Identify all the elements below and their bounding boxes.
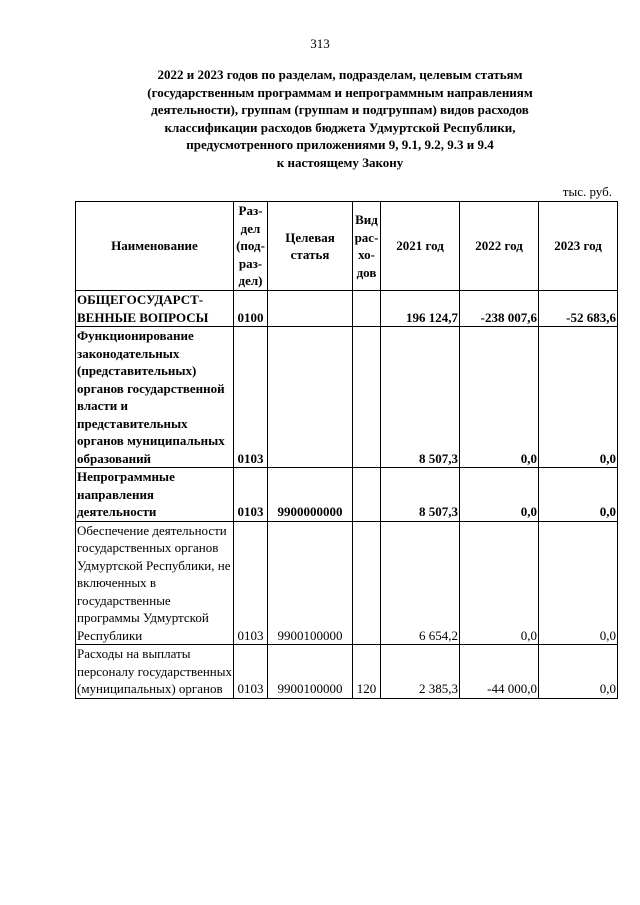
row-vid (353, 521, 381, 645)
row-vid: 120 (353, 645, 381, 699)
row-2022: 0,0 (460, 468, 539, 522)
row-2023: 0,0 (539, 521, 618, 645)
row-vid (353, 327, 381, 468)
row-razdel: 0103 (234, 645, 268, 699)
row-celevaya (268, 327, 353, 468)
row-2021: 8 507,3 (381, 327, 460, 468)
header-vid: Вид рас-хо-дов (353, 202, 381, 291)
table-row (76, 327, 618, 468)
row-name: ОБЩЕГОСУДАРСТ-ВЕННЫЕ ВОПРОСЫ (76, 291, 234, 327)
row-celevaya: 9900000000 (268, 468, 353, 522)
row-celevaya: 9900100000 (268, 521, 353, 645)
row-2021: 8 507,3 (381, 468, 460, 522)
row-2022: -44 000,0 (460, 645, 539, 699)
row-2023: -52 683,6 (539, 291, 618, 327)
title-line: деятельности), группам (группам и подгруппам) видов расходов (151, 102, 529, 117)
table-row (76, 521, 618, 645)
row-2021: 6 654,2 (381, 521, 460, 645)
row-name: Непрограммные направления деятельности (76, 468, 234, 522)
row-2021: 2 385,3 (381, 645, 460, 699)
header-2021: 2021 год (381, 202, 460, 291)
row-vid (353, 468, 381, 522)
header-2023: 2023 год (539, 202, 618, 291)
document-title (60, 66, 620, 171)
row-razdel: 0103 (234, 468, 268, 522)
table-row (76, 645, 618, 699)
table-row (76, 468, 618, 522)
title-line: предусмотренного приложениями 9, 9.1, 9.2, 9.3 и 9.4 (186, 137, 494, 152)
header-name: Наименование (76, 202, 234, 291)
table-row (76, 291, 618, 327)
row-name: Обеспечение деятельности государственных органов Удмуртской Республики, не включенных в государственные программы Удмуртской Республики (76, 521, 234, 645)
row-celevaya (268, 291, 353, 327)
header-2022: 2022 год (460, 202, 539, 291)
title-line: 2022 и 2023 годов по разделам, подразделам, целевым статьям (157, 67, 523, 82)
row-razdel: 0100 (234, 291, 268, 327)
page-number: 313 (310, 36, 330, 51)
title-line: к настоящему Закону (276, 154, 404, 170)
row-celevaya: 9900100000 (268, 645, 353, 699)
row-2023: 0,0 (539, 327, 618, 468)
row-2023: 0,0 (539, 468, 618, 522)
row-vid (353, 291, 381, 327)
row-razdel: 0103 (234, 521, 268, 645)
budget-table (75, 201, 618, 699)
row-name: Функционирование законодательных (представительных) органов государственной власти и представительных органов муниципальных образований (76, 327, 234, 468)
row-2022: 0,0 (460, 327, 539, 468)
header-celevaya: Целевая статья (268, 202, 353, 291)
row-2022: -238 007,6 (460, 291, 539, 327)
units-label: тыс. руб. (562, 184, 612, 199)
title-line: классификации расходов бюджета Удмуртской Республики, (164, 119, 516, 135)
row-2023: 0,0 (539, 645, 618, 699)
row-2022: 0,0 (460, 521, 539, 645)
title-line: (государственным программам и непрограммным направлениям (147, 84, 533, 100)
row-name: Расходы на выплаты персоналу государственных (муниципальных) органов (77, 646, 233, 696)
header-razdel: Раз-дел (под-раз-дел) (234, 202, 268, 291)
row-2021: 196 124,7 (381, 291, 460, 327)
row-razdel: 0103 (234, 327, 268, 468)
table-header-row (76, 202, 618, 291)
